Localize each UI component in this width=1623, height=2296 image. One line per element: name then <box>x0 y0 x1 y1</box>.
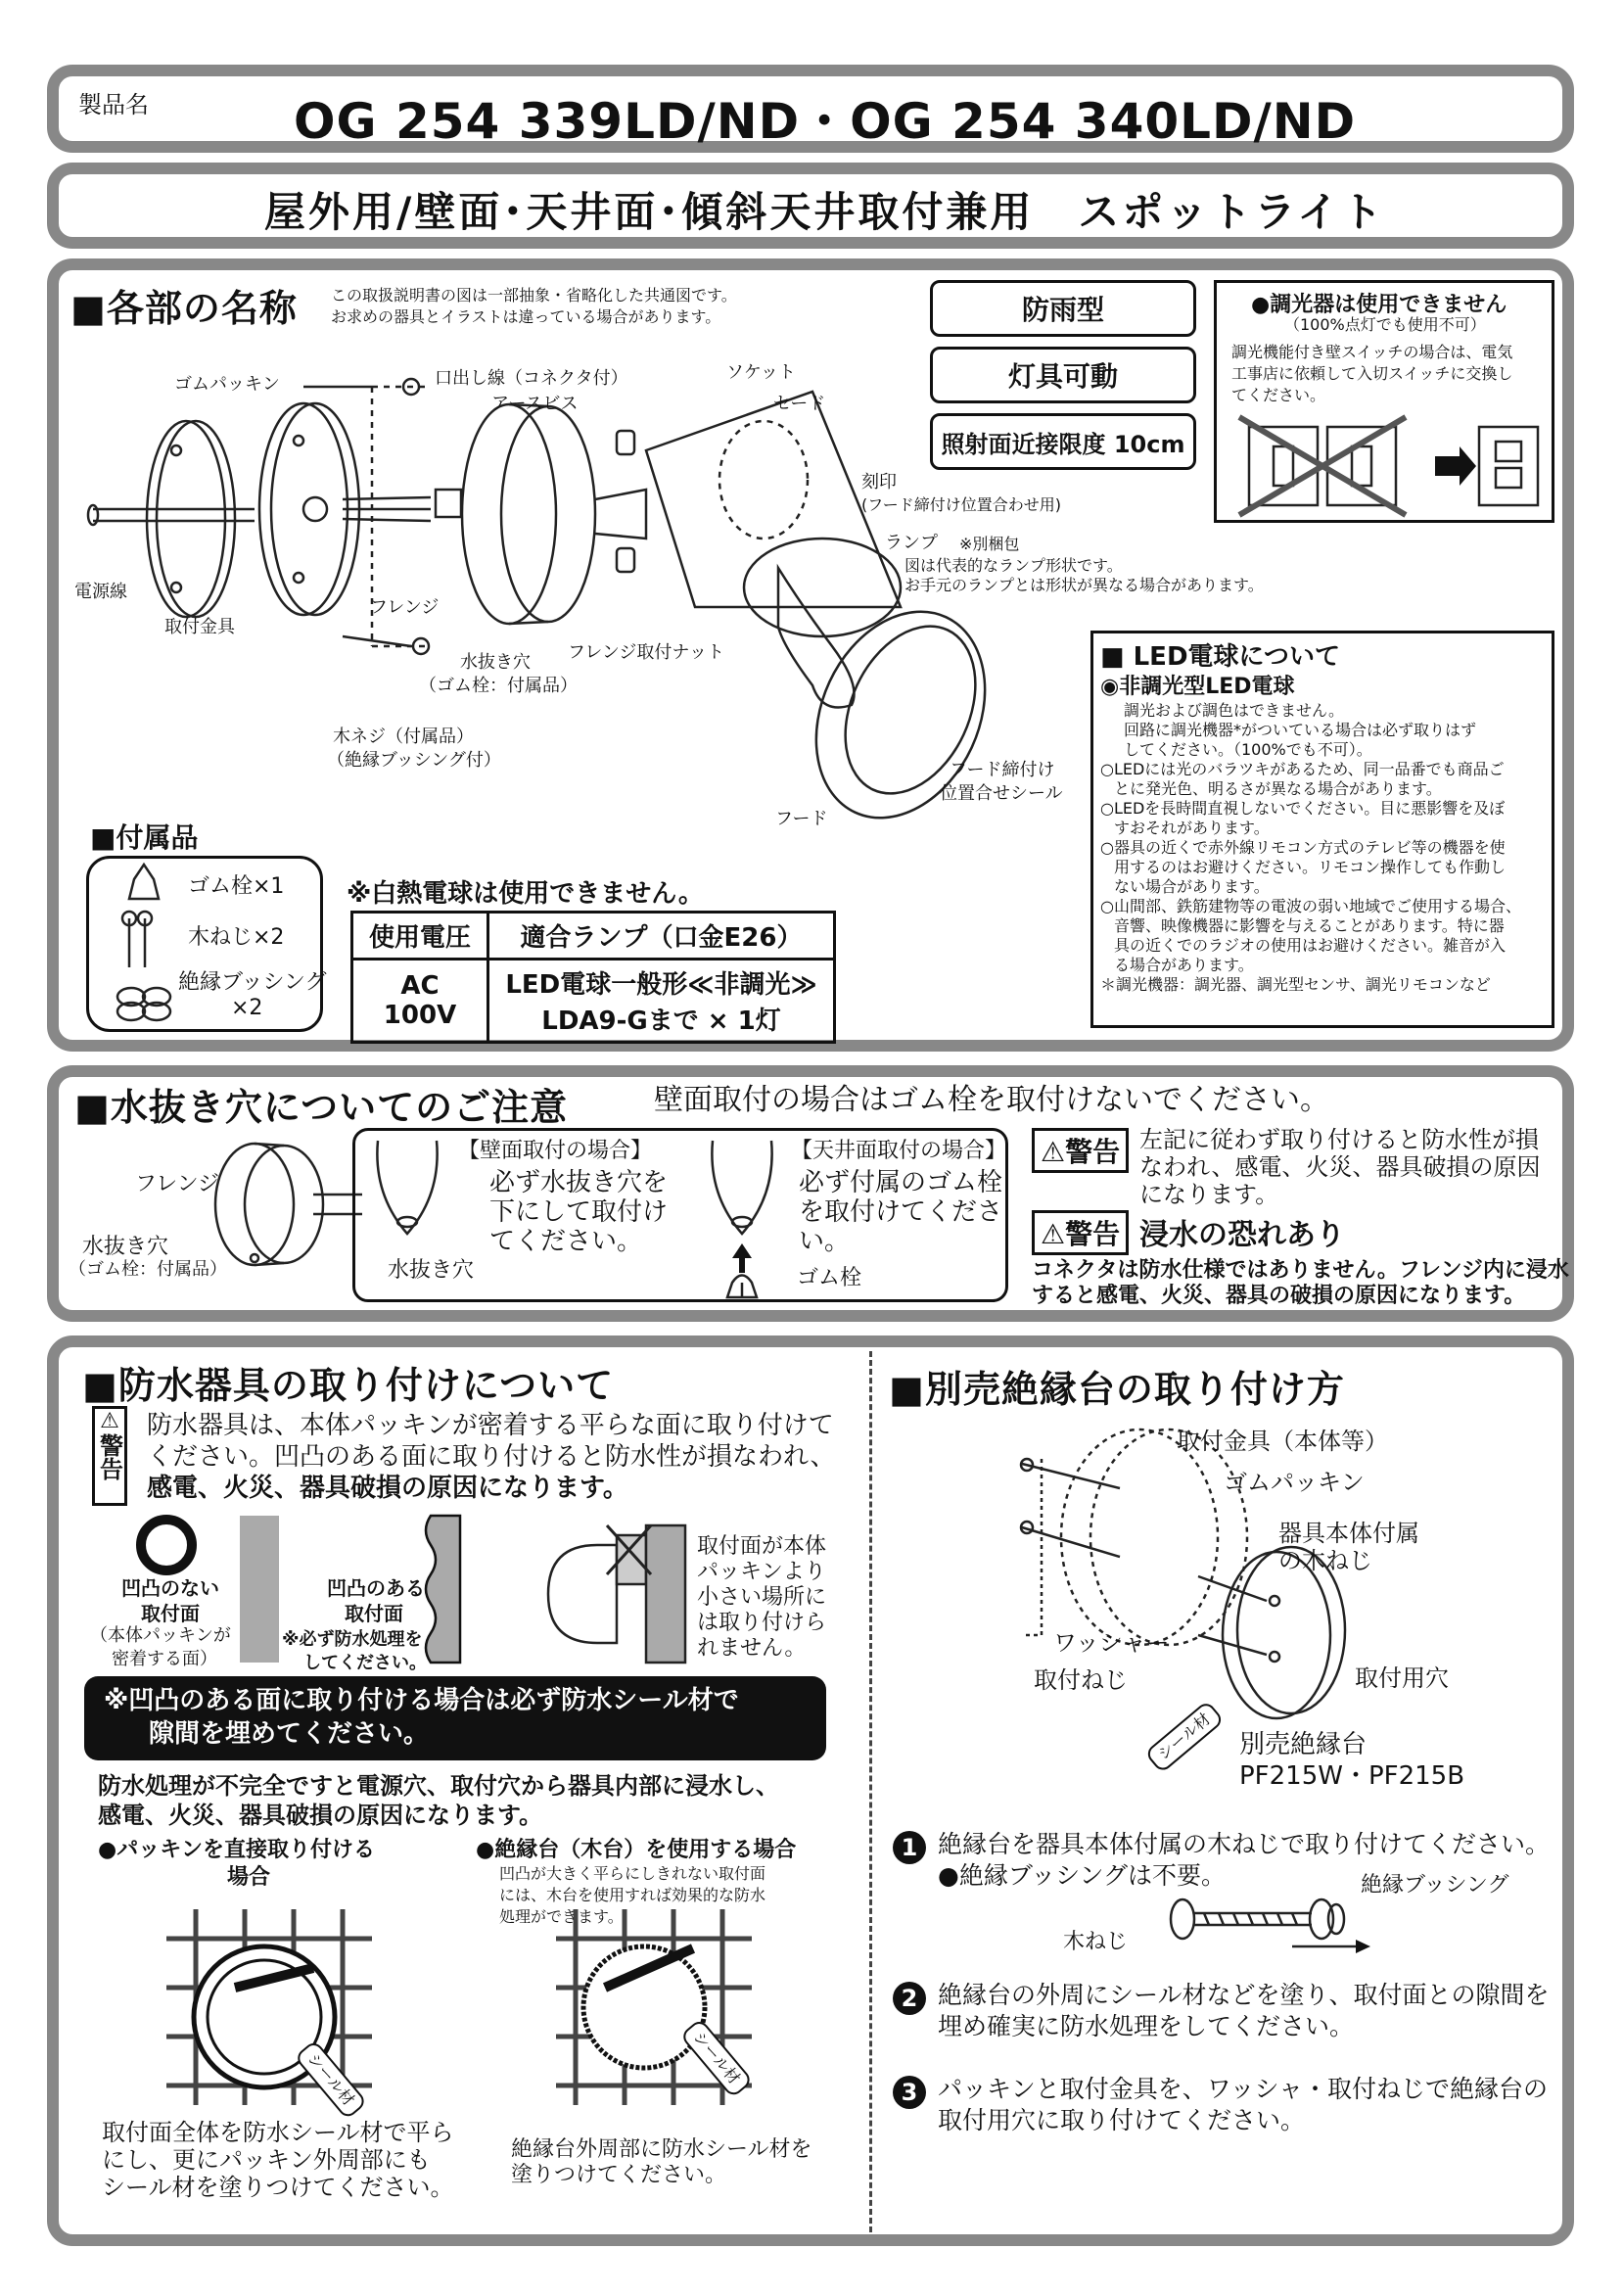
label-gom-packing: ゴムパッキン <box>174 374 280 395</box>
led-line: とに発光色、明るさが異なる場合があります。 <box>1114 779 1442 798</box>
dimmer-body-3: てください。 <box>1231 386 1326 404</box>
label-lamp-note-1: 図は代表的なランプ形状です。 <box>904 556 1123 575</box>
direct-title-2: 場合 <box>227 1865 271 1890</box>
spec-voltage-2: 100V <box>383 1001 457 1030</box>
spec-lamp-2: LDA9-Gまで × 1灯 <box>541 1007 781 1036</box>
accessory-wood-screw: 木ねじ×2 <box>188 925 285 950</box>
label-wood-screw-note: （絶縁ブッシング付） <box>327 750 501 771</box>
spec-voltage-1: AC <box>400 971 440 1001</box>
dimmer-body-1: 調光機能付き壁スイッチの場合は、電気 <box>1231 343 1513 361</box>
led-line: 調光および調色はできません。 <box>1124 701 1344 720</box>
step-3-line-2: 取付用穴に取り付けてください。 <box>938 2106 1306 2134</box>
flat-label-1: 凹凸のない <box>121 1576 219 1600</box>
small-surface-4: は取り付けら <box>697 1611 827 1635</box>
base-seal-tag-text: シール材 <box>689 2028 744 2088</box>
led-line: ○LEDを長時間直視しないでください。目に悪影響を及ぼ <box>1100 799 1506 818</box>
label-lead-wire: 口出し線（コネクタ付） <box>435 368 628 389</box>
seal-required-line-2: 隙間を埋めてください。 <box>149 1719 430 1749</box>
direct-mount-illustration <box>166 1909 382 2105</box>
waterproof-warn-3: 感電、火災、器具破損の原因になります。 <box>147 1474 628 1503</box>
accessory-rubber-plug: ゴム栓×1 <box>188 874 285 899</box>
drain-warning-2-text-1: コネクタは防水仕様ではありません。フレンジ内に浸水 <box>1032 1258 1569 1283</box>
accessories-heading: ■付属品 <box>90 821 199 854</box>
step-1-number: 1 <box>893 1831 926 1864</box>
led-line: すおそれがあります。 <box>1114 819 1270 837</box>
drain-hole-note: （ゴム栓：付属品） <box>69 1259 227 1280</box>
rough-label-3: ※必ず防水処理を <box>282 1629 423 1650</box>
product-code: OG 254 339LD/ND・OG 254 340LD/ND <box>294 93 1357 150</box>
label-mount-bracket: 取付金具 <box>164 617 235 637</box>
label-stamp-note: (フード締付け位置合わせ用) <box>861 495 1062 514</box>
label-lamp: ランプ <box>885 533 938 553</box>
label-earth-screw: アースビス <box>491 394 579 414</box>
small-surface-3: 小さい場所に <box>697 1585 827 1610</box>
ceiling-mount-title: 【天井面取付の場合】 <box>791 1139 1007 1163</box>
drain-hole-label: 水抜き穴 <box>82 1235 169 1259</box>
step-1-line-2: ●絶縁ブッシングは不要。 <box>938 1861 1226 1890</box>
ceiling-mount-body-3: い。 <box>799 1227 851 1256</box>
spec-warning: ※白熱電球は使用できません。 <box>347 879 704 909</box>
insulator-screw-label-1: 器具本体付属 <box>1278 1520 1419 1547</box>
accessories-illustration <box>110 860 178 1026</box>
label-power-wire: 電源線 <box>74 582 127 602</box>
rough-label-1: 凹凸のある <box>327 1576 425 1600</box>
direct-title-1: ●パッキンを直接取り付ける <box>98 1838 375 1862</box>
label-hood-align-2: 位置合せシール <box>940 783 1063 804</box>
dimmer-sub: （100%点灯でも使用不可） <box>1284 315 1486 334</box>
insulator-mount-screw-label: 取付ねじ <box>1034 1666 1128 1694</box>
led-line: ない場合があります。 <box>1114 877 1270 896</box>
label-lamp-sep: ※別梱包 <box>959 535 1020 553</box>
spec-voltage-cell <box>352 960 488 1043</box>
waterproof-heading: ■防水器具の取り付けについて <box>82 1364 615 1407</box>
label-drain-hole: 水抜き穴 <box>460 652 531 673</box>
bushing-screw-illustration <box>1165 1898 1380 1956</box>
seal-required-line-1: ※凹凸のある面に取り付ける場合は必ず防水シール材で <box>104 1686 739 1715</box>
waterproof-warn-1: 防水器具は、本体パッキンが密着する平らな面に取り付けて <box>147 1411 834 1440</box>
drain-warning-1-text-3: になります。 <box>1139 1181 1279 1208</box>
small-surface-5: れません。 <box>697 1636 807 1661</box>
led-line: 回路に調光機器*がついている場合は必ず取りはず <box>1124 721 1477 739</box>
spec-col-voltage: 使用電圧 <box>352 913 488 960</box>
spec-table <box>350 911 836 1044</box>
label-wood-screw: 木ネジ（付属品） <box>333 726 474 747</box>
parts-heading: ■各部の名称 <box>70 287 298 330</box>
led-subtitle: ◉非調光型LED電球 <box>1100 675 1295 699</box>
flat-label-3: （本体パッキンが <box>90 1625 231 1646</box>
led-line: 音響、映像機器に影響を与えることがあります。特に器 <box>1114 916 1505 935</box>
small-surface-2: パッキンより <box>697 1560 826 1584</box>
wall-mount-body-2: 下にして取付け <box>489 1197 669 1227</box>
step-2-line-1: 絶縁台の外周にシール材などを塗り、取付面との隙間を <box>938 1981 1550 2009</box>
insulator-heading: ■別売絶縁台の取り付け方 <box>889 1368 1345 1411</box>
label-drain-hole-note: （ゴム栓：付属品） <box>419 676 578 696</box>
dimmer-switch-illustration <box>1229 407 1543 515</box>
ceiling-mount-plug-label: ゴム栓 <box>797 1266 862 1290</box>
flat-label-2: 取付面 <box>141 1602 200 1625</box>
waterproof-caution-2: 感電、火災、器具破損の原因になります。 <box>98 1802 543 1829</box>
waterproof-warn-tag-text: 警告 <box>95 1433 123 1480</box>
drain-flange-label: フレンジ <box>135 1172 220 1196</box>
drain-warning-2-title: 浸水の恐れあり <box>1139 1218 1345 1252</box>
insulator-gom-label: ゴムパッキン <box>1224 1469 1365 1496</box>
led-lines <box>1100 701 1551 995</box>
wood-screw-label: 木ねじ <box>1063 1930 1129 1954</box>
insulator-product-1: 別売絶縁台 <box>1239 1730 1368 1759</box>
warning-icon: ⚠ <box>100 1409 119 1433</box>
base-foot-1: 絶縁台外周部に防水シール材を <box>511 2137 812 2162</box>
small-surface-1: 取付面が本体 <box>697 1534 827 1559</box>
label-hood: フード <box>775 809 828 829</box>
bushing-label: 絶縁ブッシング <box>1361 1873 1509 1898</box>
led-line: ○器具の近くで赤外線リモコン方式のテレビ等の機器を使 <box>1100 838 1506 857</box>
wall-mount-hole-label: 水抜き穴 <box>388 1258 475 1283</box>
base-note-2: には、木台を使用すれば効果的な防水 <box>499 1886 766 1904</box>
product-name-label: 製品名 <box>78 91 149 118</box>
spec-lamp-1: LED電球一般形≪非調光≫ <box>505 970 817 1000</box>
page-subtitle: 屋外用/壁面･天井面･傾斜天井取付兼用 スポットライト <box>264 188 1386 236</box>
base-title: ●絶縁台（木台）を使用する場合 <box>476 1838 797 1862</box>
spec-col-lamp: 適合ランプ（口金E26） <box>488 913 835 960</box>
led-title: ■ LED電球について <box>1100 642 1341 672</box>
drain-notice: 壁面取付の場合はゴム栓を取付けないでください。 <box>654 1083 1329 1117</box>
direct-foot-1: 取付面全体を防水シール材で平ら <box>102 2119 454 2146</box>
direct-foot-3: シール材を塗りつけてください。 <box>102 2174 454 2201</box>
step-2-line-2: 埋め確実に防水処理をしてください。 <box>938 2012 1355 2040</box>
led-line: る場合があります。 <box>1114 956 1254 974</box>
badge-rainproof: 防雨型 <box>930 280 1196 337</box>
badge-distance: 照射面近接限度 10cm <box>930 413 1196 470</box>
waterproof-warn-tag <box>92 1406 127 1506</box>
label-lamp-note-2: お手元のランプとは形状が異なる場合があります。 <box>904 576 1264 594</box>
step-3-line-1: パッキンと取付金具を、ワッシャ・取付ねじで絶縁台の <box>938 2075 1549 2103</box>
led-line: してください。（100%でも不可）。 <box>1124 740 1372 759</box>
drain-warning-2-text-2: すると感電、火災、器具の破損の原因になります。 <box>1032 1284 1526 1308</box>
badge-movable: 灯具可動 <box>930 347 1196 403</box>
label-flange: フレンジ <box>370 597 440 618</box>
led-line: 具の近くでのラジオの使用はお避けください。雑音が入 <box>1114 936 1507 955</box>
wall-mount-body-1: 必ず水抜き穴を <box>489 1168 669 1197</box>
direct-foot-2: にし、更にパッキン外周部にも <box>102 2146 431 2174</box>
insulator-seal-tag-text: シール材 <box>1154 1709 1215 1764</box>
ceiling-mount-body-1: 必ず付属のゴム栓 <box>799 1168 1003 1197</box>
section-divider <box>869 1351 872 2232</box>
waterproof-caution-1: 防水処理が不完全ですと電源穴、取付穴から器具内部に浸水し、 <box>98 1772 779 1800</box>
led-line: ＊調光機器：調光器、調光型センサ、調光リモコンなど <box>1100 975 1491 994</box>
drain-warning-1-text-1: 左記に従わず取り付けると防水性が損 <box>1139 1126 1539 1153</box>
flat-label-4: 密着する面） <box>112 1649 217 1669</box>
led-line: 用するのはお避けください。リモコン操作しても作動し <box>1114 858 1507 876</box>
step-3-number: 3 <box>893 2076 926 2109</box>
label-shade: セード <box>773 394 826 414</box>
seal-required-bar <box>84 1676 826 1760</box>
drain-warning-2-label: ⚠警告 <box>1032 1210 1129 1255</box>
led-line: ○LEDには光のバラツキがあるため、同一品番でも商品ご <box>1100 760 1505 778</box>
spec-lamp-cell <box>488 960 835 1043</box>
base-foot-2: 塗りつけてください。 <box>511 2163 727 2187</box>
ceiling-mount-body-2: を取付けてくださ <box>799 1197 1003 1227</box>
led-line: ○山間部、鉄筋建物等の電波の弱い地域でご使用する場合、 <box>1100 897 1521 915</box>
insulator-product-2: PF215W・PF215B <box>1239 1761 1465 1791</box>
dimmer-body-2: 工事店に依頼して入切スイッチに交換し <box>1231 364 1513 383</box>
insulator-washer-label: ワッシャー <box>1053 1629 1170 1657</box>
dimmer-title: ●調光器は使用できません <box>1251 293 1507 317</box>
parts-note-1: この取扱説明書の図は一部抽象・省略化した共通図です。 <box>331 286 737 305</box>
drain-flange-illustration <box>196 1136 372 1273</box>
base-note-1: 凹凸が大きく平らにしきれない取付面 <box>499 1864 766 1883</box>
drain-heading: ■水抜き穴についてのご注意 <box>74 1086 569 1129</box>
wall-mount-title: 【壁面取付の場合】 <box>458 1139 653 1163</box>
rough-label-4: してください。 <box>303 1653 427 1673</box>
insulator-screw-label-2: の木ねじ <box>1278 1547 1372 1574</box>
drain-warning-1-text-2: なわれ、感電、火災、器具破損の原因 <box>1139 1153 1541 1181</box>
ceiling-mount-illustration <box>703 1136 791 1302</box>
direct-seal-tag-text: シール材 <box>303 2049 358 2110</box>
drain-warning-1-label: ⚠警告 <box>1032 1128 1129 1173</box>
label-hood-align-1: フード締付け <box>950 760 1055 780</box>
label-flange-nut: フレンジ取付ナット <box>568 642 725 663</box>
base-note-3: 処理ができます。 <box>499 1907 624 1926</box>
rough-label-2: 取付面 <box>345 1602 403 1625</box>
parts-note-2: お求めの器具とイラストは違っている場合があります。 <box>331 307 721 326</box>
insulator-mount-hole-label: 取付用穴 <box>1355 1664 1449 1692</box>
step-1-line-1: 絶縁台を器具本体付属の木ねじで取り付けてください。 <box>938 1830 1551 1858</box>
waterproof-warn-2: ください。凹凸のある面に取り付けると防水性が損なわれ、 <box>147 1442 836 1472</box>
wall-mount-body-3: てください。 <box>489 1227 643 1256</box>
label-stamp: 刻印 <box>861 472 897 492</box>
accessory-bushing: 絶縁ブッシング <box>178 970 327 995</box>
wall-mount-illustration <box>368 1136 456 1243</box>
accessory-bushing-qty: ×2 <box>231 996 263 1020</box>
label-socket: ソケット <box>726 362 796 383</box>
step-2-number: 2 <box>893 1982 926 2015</box>
insulator-bracket-label: 取付金具（本体等） <box>1177 1428 1388 1455</box>
